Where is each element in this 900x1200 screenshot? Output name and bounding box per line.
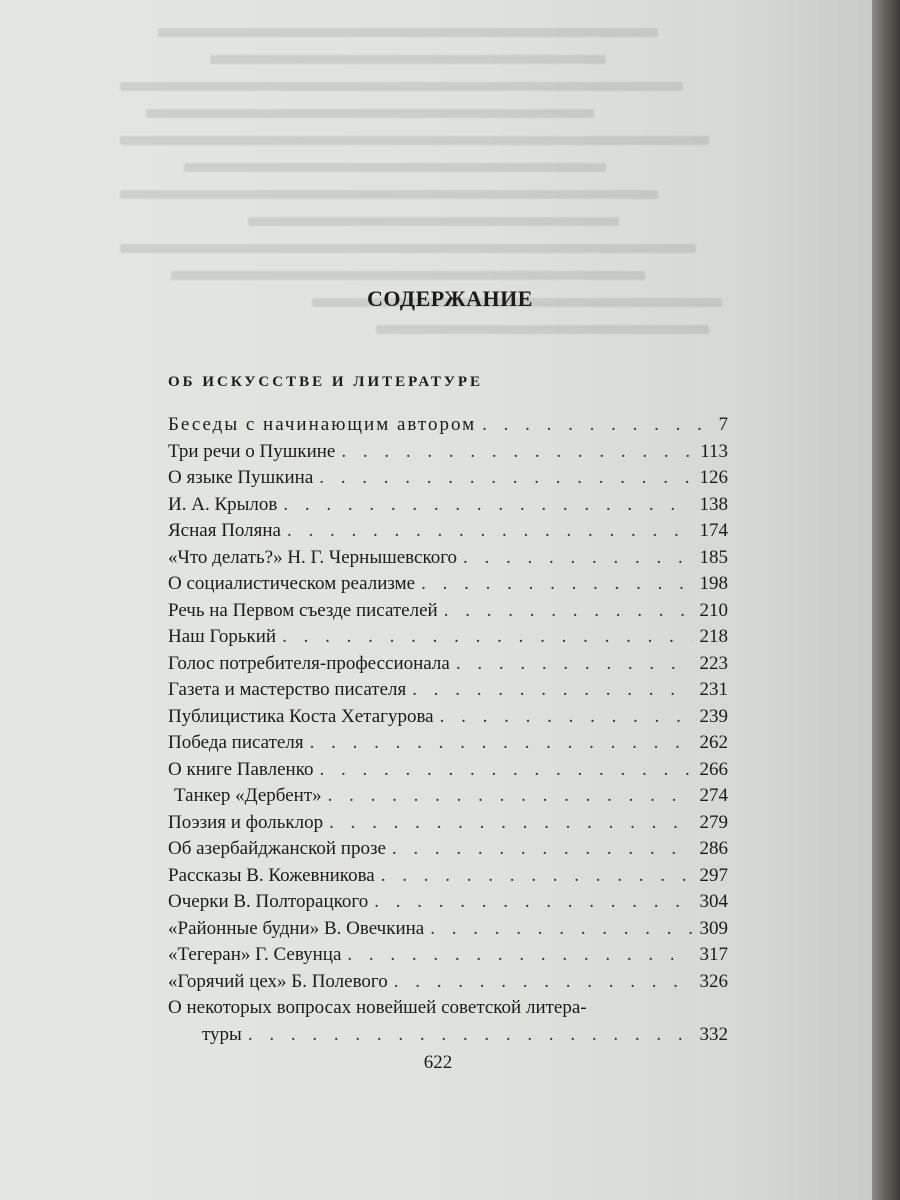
toc-entry-page: 210 <box>699 599 728 621</box>
toc-entry <box>168 626 728 653</box>
toc-entry-title: Рассказы В. Кожевникова <box>168 864 375 886</box>
toc-entry-title: «Тегеран» Г. Севунца <box>168 944 342 965</box>
toc-leader-dots <box>463 547 691 569</box>
toc-entry <box>168 865 728 892</box>
toc-entry-title: Танкер «Дербент» <box>174 785 322 806</box>
toc-entry-title: О языке Пушкина <box>168 467 314 488</box>
toc-entry <box>168 414 728 441</box>
toc-leader-dots <box>456 653 692 675</box>
toc-entry-title: Голос потребителя-профессионала <box>168 652 450 674</box>
toc-entry-title: Три речи о Пушкине <box>168 440 336 462</box>
toc-entry-title: О социалистическом реализме <box>168 573 416 594</box>
toc-entry-title: Газета и мастерство писателя <box>168 679 407 700</box>
toc-entry <box>168 441 728 468</box>
toc-entry-page: 231 <box>699 679 728 700</box>
toc-leader-dots <box>328 785 692 807</box>
bleed-through-text <box>120 10 760 430</box>
table-of-contents <box>168 414 728 1050</box>
toc-entry-page: 174 <box>699 520 728 541</box>
toc-entry-title: Публицистика Коста Хетагурова <box>168 705 434 727</box>
toc-leader-dots <box>381 865 692 887</box>
toc-entry-page: 7 <box>718 414 728 435</box>
toc-entry <box>168 547 728 574</box>
toc-entry-title: Очерки В. Полторацкого <box>168 891 369 912</box>
toc-entry-page: 286 <box>699 838 728 859</box>
toc-leader-dots <box>430 918 691 940</box>
toc-entry-title: И. А. Крылов <box>168 493 278 515</box>
toc-entry-title: О книге Павленко <box>168 758 314 780</box>
toc-entry-title: Наш Горький <box>168 626 277 647</box>
toc-leader-dots <box>282 626 691 648</box>
toc-leader-dots <box>248 1024 692 1046</box>
toc-entry-page: 274 <box>699 785 728 806</box>
toc-entry-page: 223 <box>699 652 728 674</box>
toc-entry <box>168 971 728 998</box>
toc-leader-dots <box>287 520 692 542</box>
toc-leader-dots <box>329 812 691 834</box>
toc-entry <box>168 997 728 1024</box>
toc-entry <box>168 653 728 680</box>
toc-entry <box>168 759 728 786</box>
toc-entry <box>168 573 728 600</box>
toc-entry-title: туры <box>202 1023 242 1045</box>
toc-entry-title: «Что делать?» Н. Г. Чернышевского <box>168 546 458 568</box>
toc-entry-page: 198 <box>699 573 728 594</box>
toc-leader-dots <box>320 759 692 781</box>
toc-entry-title: Речь на Первом съезде писателей <box>168 599 438 621</box>
toc-entry-page: 309 <box>699 917 728 939</box>
toc-leader-dots <box>347 944 691 966</box>
toc-entry-page: 297 <box>699 864 728 886</box>
toc-entry-page: 113 <box>700 440 728 462</box>
toc-entry <box>168 1024 728 1051</box>
toc-leader-dots <box>482 414 710 436</box>
toc-entry-title: Ясная Поляна <box>168 520 281 541</box>
toc-entry-title: «Районные будни» В. Овечкина <box>168 917 425 939</box>
toc-leader-dots <box>412 679 691 701</box>
toc-entry <box>168 600 728 627</box>
toc-entry-title: Беседы с начинающим автором <box>168 414 477 435</box>
toc-entry <box>168 918 728 945</box>
toc-entry-page: 304 <box>699 891 728 912</box>
toc-entry-title: Об азербайджанской прозе <box>168 838 386 859</box>
toc-leader-dots <box>374 891 691 913</box>
toc-entry-page: 326 <box>699 970 728 992</box>
page-title: СОДЕРЖАНИЕ <box>367 286 533 311</box>
toc-entry-title: «Горячий цех» Б. Полевого <box>168 970 388 992</box>
toc-entry-page: 262 <box>699 732 728 753</box>
toc-entry <box>168 520 728 547</box>
toc-leader-dots <box>444 600 692 622</box>
toc-leader-dots <box>283 494 691 516</box>
toc-leader-dots <box>394 971 692 993</box>
toc-entry <box>168 944 728 971</box>
toc-leader-dots <box>319 467 691 489</box>
toc-leader-dots <box>440 706 692 728</box>
toc-entry <box>168 732 728 759</box>
book-spine <box>872 0 900 1200</box>
toc-entry-page: 126 <box>699 467 728 488</box>
toc-entry-page: 317 <box>699 944 728 965</box>
toc-entry-page: 138 <box>699 493 728 515</box>
toc-entry <box>168 467 728 494</box>
toc-leader-dots <box>310 732 692 754</box>
toc-leader-dots <box>341 441 692 463</box>
toc-leader-dots <box>421 573 691 595</box>
page-number: 622 <box>423 1052 453 1073</box>
toc-entry <box>168 706 728 733</box>
toc-entry <box>168 494 728 521</box>
toc-entry <box>168 785 728 812</box>
section-heading: ОБ ИСКУССТВЕ И ЛИТЕРАТУРЕ <box>168 374 484 390</box>
toc-entry-title: Победа писателя <box>168 732 304 753</box>
toc-entry-page: 266 <box>699 758 728 780</box>
toc-entry <box>168 812 728 839</box>
toc-entry-page: 218 <box>699 626 728 647</box>
toc-entry-page: 279 <box>699 811 728 833</box>
toc-leader-dots <box>392 838 692 860</box>
toc-entry <box>168 679 728 706</box>
toc-entry-title: О некоторых вопросах новейшей советской литера- <box>168 997 587 1018</box>
toc-entry <box>168 838 728 865</box>
toc-entry-title: Поэзия и фольклор <box>168 811 324 833</box>
toc-entry-page: 185 <box>699 546 728 568</box>
toc-entry-page: 239 <box>699 705 728 727</box>
toc-entry <box>168 891 728 918</box>
toc-entry-page: 332 <box>699 1023 728 1045</box>
